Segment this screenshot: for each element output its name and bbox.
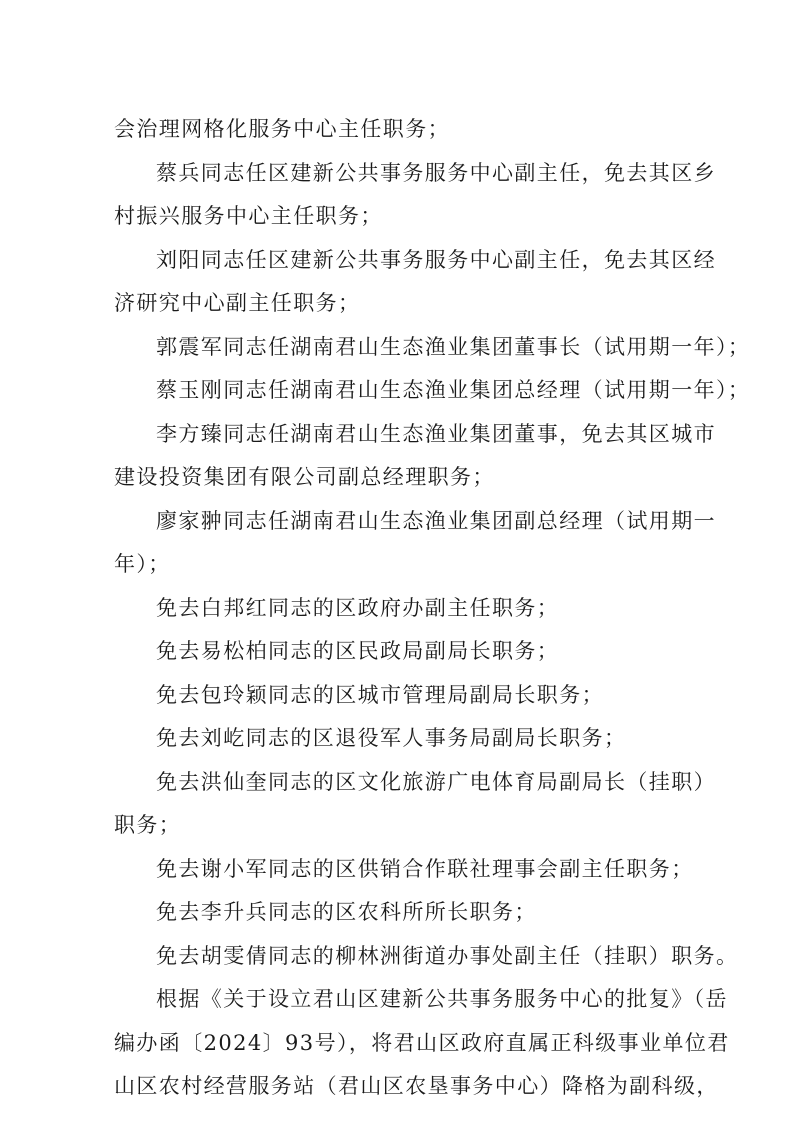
text-line: 根据《关于设立君山区建新公共事务服务中心的批复》（岳 [156, 987, 728, 1011]
text-line: 刘阳同志任区建新公共事务服务中心副主任，免去其区经 [156, 247, 716, 272]
text-line: 免去易松柏同志的区民政局副局长职务； [156, 639, 560, 663]
text-line: 山区农村经营服务站（君山区农垦事务中心）降格为副科级， [114, 1074, 719, 1098]
text-line: 免去刘屹同志的区退役军人事务局副局长职务； [156, 726, 627, 750]
text-line: 济研究中心副主任职务； [114, 291, 361, 315]
text-line: 廖家翀同志任湖南君山生态渔业集团副总经理（试用期一 [156, 508, 716, 533]
text-line: 免去白邦红同志的区政府办副主任职务； [156, 595, 560, 620]
document-body [114, 108, 751, 1109]
text-line: 免去包玲颖同志的区城市管理局副局长职务； [156, 682, 604, 707]
text-line: 建设投资集团有限公司副总经理职务； [114, 465, 495, 489]
text-line: 免去洪仙奎同志的区文化旅游广电体育局副局长（挂职） [156, 769, 716, 794]
text-line: 编办函〔2024〕93号），将君山区政府直属正科级事业单位君 [114, 1030, 730, 1055]
text-line: 免去李升兵同志的区农科所所长职务； [156, 900, 537, 924]
text-line: 免去谢小军同志的区供销合作联社理事会副主任职务； [156, 856, 694, 881]
text-line: 李方臻同志任湖南君山生态渔业集团董事，免去其区城市 [156, 421, 716, 446]
text-line: 蔡兵同志任区建新公共事务服务中心副主任，免去其区乡 [156, 160, 716, 185]
text-line: 年）； [114, 552, 171, 576]
text-line: 职务； [114, 813, 182, 837]
text-line: 蔡玉刚同志任湖南君山生态渔业集团总经理（试用期一年）； [156, 378, 751, 402]
text-line: 免去胡雯倩同志的柳林洲街道办事处副主任（挂职）职务。 [156, 943, 739, 968]
text-line: 村振兴服务中心主任职务； [114, 204, 383, 228]
text-line: 会治理网格化服务中心主任职务； [114, 117, 450, 141]
text-line: 郭震军同志任湖南君山生态渔业集团董事长（试用期一年）； [156, 334, 751, 359]
